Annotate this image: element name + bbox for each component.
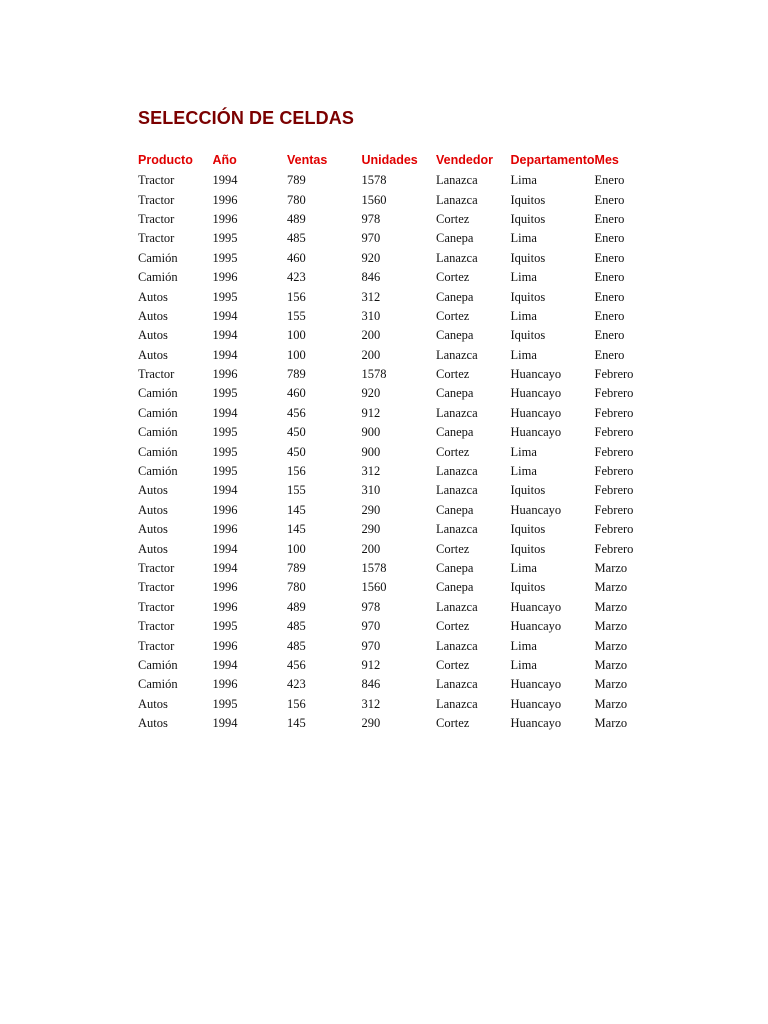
table-row [138, 714, 669, 733]
cell-mes: Febrero [594, 386, 634, 401]
cell-ano: 1994 [212, 347, 238, 362]
cell-departamento: Huancayo [510, 425, 562, 440]
cell-mes: Enero [594, 289, 625, 304]
table-row [138, 423, 669, 442]
cell-mes: Enero [594, 308, 625, 323]
cell-ano: 1994 [212, 308, 238, 323]
cell-ventas: 485 [287, 231, 306, 246]
cell-ano: 1996 [212, 211, 238, 226]
cell-vendedor: Lanazca [436, 250, 478, 265]
cell-vendedor: Cortez [436, 657, 470, 672]
cell-vendedor: Canepa [436, 425, 474, 440]
cell-vendedor: Lanazca [436, 522, 478, 537]
cell-mes: Febrero [594, 483, 634, 498]
cell-ventas: 789 [287, 173, 306, 188]
cell-vendedor: Cortez [436, 367, 470, 382]
header-vendedor: Vendedor [436, 153, 493, 167]
cell-departamento: Lima [510, 231, 537, 246]
cell-mes: Marzo [594, 580, 628, 595]
cell-mes: Marzo [594, 638, 628, 653]
cell-producto: Tractor [138, 561, 175, 575]
cell-unidades: 900 [361, 425, 381, 440]
cell-unidades: 978 [361, 211, 381, 226]
cell-vendedor: Lanazca [436, 677, 478, 692]
cell-mes: Marzo [594, 696, 628, 711]
cell-ano: 1994 [212, 561, 238, 575]
cell-departamento: Lima [510, 638, 537, 653]
cell-vendedor: Lanazca [436, 599, 478, 614]
cell-ventas: 100 [287, 347, 306, 362]
cell-mes: Febrero [594, 425, 634, 440]
cell-unidades: 1578 [361, 561, 387, 575]
cell-departamento: Huancayo [510, 619, 562, 634]
cell-vendedor: Canepa [436, 289, 474, 304]
table-row [138, 636, 669, 655]
table-row [138, 210, 669, 229]
cell-ventas: 485 [287, 619, 306, 634]
cell-unidades: 912 [361, 657, 381, 672]
cell-vendedor: Canepa [436, 502, 474, 517]
cell-mes: Enero [594, 231, 625, 246]
cell-mes: Marzo [594, 599, 628, 614]
table-row [138, 229, 669, 248]
cell-ventas: 456 [287, 657, 306, 672]
cell-producto: Camión [138, 405, 178, 420]
cell-unidades: 1578 [361, 367, 387, 382]
table-row [138, 326, 669, 345]
cell-ventas: 789 [287, 367, 306, 382]
cell-ventas: 460 [287, 250, 306, 265]
table-row [138, 598, 669, 617]
cell-ano: 1996 [212, 638, 238, 653]
cell-mes: Enero [594, 270, 625, 285]
cell-mes: Marzo [594, 657, 628, 672]
header-mes: Mes [594, 153, 619, 167]
cell-mes: Febrero [594, 367, 634, 382]
cell-ano: 1994 [212, 405, 238, 420]
cell-departamento: Lima [510, 173, 537, 188]
cell-vendedor: Canepa [436, 328, 474, 343]
cell-ano: 1995 [212, 289, 238, 304]
table-row [138, 190, 669, 209]
cell-vendedor: Lanazca [436, 347, 478, 362]
cell-producto: Camión [138, 464, 178, 479]
cell-departamento: Lima [510, 444, 537, 459]
cell-producto: Camión [138, 425, 178, 440]
cell-ano: 1994 [212, 716, 238, 731]
header-ano: Año [212, 153, 237, 167]
cell-unidades: 978 [361, 599, 381, 614]
table-row [138, 481, 669, 500]
cell-departamento: Huancayo [510, 367, 562, 382]
cell-departamento: Iquitos [510, 250, 546, 265]
table-row [138, 578, 669, 597]
header-departamento: Departamento [510, 153, 595, 167]
cell-unidades: 920 [361, 386, 381, 401]
cell-mes: Enero [594, 173, 625, 188]
table-row [138, 346, 669, 365]
cell-unidades: 200 [361, 541, 381, 556]
cell-producto: Autos [138, 696, 168, 711]
cell-mes: Marzo [594, 677, 628, 692]
cell-mes: Febrero [594, 502, 634, 517]
cell-unidades: 970 [361, 231, 381, 246]
cell-ano: 1995 [212, 619, 238, 634]
cell-ano: 1994 [212, 173, 238, 188]
cell-ano: 1994 [212, 328, 238, 343]
cell-unidades: 1578 [361, 173, 387, 188]
cell-ventas: 423 [287, 677, 306, 692]
cell-ventas: 489 [287, 599, 306, 614]
cell-producto: Tractor [138, 638, 175, 653]
cell-ano: 1995 [212, 444, 238, 459]
cell-unidades: 290 [361, 716, 381, 731]
cell-vendedor: Lanazca [436, 638, 478, 653]
table-row [138, 442, 669, 461]
cell-unidades: 290 [361, 502, 381, 517]
cell-unidades: 900 [361, 444, 381, 459]
cell-unidades: 970 [361, 638, 381, 653]
cell-mes: Febrero [594, 444, 634, 459]
cell-vendedor: Lanazca [436, 405, 478, 420]
cell-unidades: 200 [361, 347, 381, 362]
cell-producto: Autos [138, 289, 168, 304]
cell-producto: Autos [138, 328, 168, 343]
cell-producto: Camión [138, 386, 178, 401]
cell-departamento: Iquitos [510, 580, 546, 595]
cell-departamento: Iquitos [510, 211, 546, 226]
cell-ventas: 156 [287, 289, 306, 304]
cell-vendedor: Cortez [436, 619, 470, 634]
cell-ano: 1995 [212, 464, 238, 479]
cell-mes: Marzo [594, 619, 628, 634]
cell-ventas: 780 [287, 580, 306, 595]
cell-ano: 1996 [212, 502, 238, 517]
cell-departamento: Iquitos [510, 541, 546, 556]
cell-departamento: Huancayo [510, 386, 562, 401]
table-row [138, 539, 669, 558]
cell-ventas: 145 [287, 502, 306, 517]
cell-unidades: 1560 [361, 580, 387, 595]
table-row [138, 404, 669, 423]
cell-departamento: Lima [510, 347, 537, 362]
cell-ano: 1996 [212, 599, 238, 614]
cell-departamento: Iquitos [510, 483, 546, 498]
cell-mes: Marzo [594, 716, 628, 731]
cell-producto: Autos [138, 716, 168, 731]
cell-departamento: Huancayo [510, 716, 562, 731]
table-body [138, 171, 669, 733]
cell-ventas: 456 [287, 405, 306, 420]
cell-producto: Tractor [138, 619, 175, 634]
cell-unidades: 1560 [361, 192, 387, 207]
cell-ventas: 100 [287, 541, 306, 556]
cell-ventas: 450 [287, 425, 306, 440]
cell-ventas: 155 [287, 308, 306, 323]
cell-producto: Tractor [138, 367, 175, 382]
table-row [138, 268, 669, 287]
cell-unidades: 310 [361, 483, 381, 498]
cell-mes: Febrero [594, 541, 634, 556]
cell-unidades: 290 [361, 522, 381, 537]
cell-ventas: 460 [287, 386, 306, 401]
cell-vendedor: Cortez [436, 444, 470, 459]
cell-ano: 1996 [212, 580, 238, 595]
cell-departamento: Lima [510, 561, 537, 575]
cell-ventas: 156 [287, 696, 306, 711]
cell-ventas: 489 [287, 211, 306, 226]
cell-departamento: Iquitos [510, 522, 546, 537]
cell-ano: 1995 [212, 386, 238, 401]
cell-vendedor: Cortez [436, 211, 470, 226]
table-row [138, 501, 669, 520]
cell-producto: Tractor [138, 231, 175, 246]
page-title: SELECCIÓN DE CELDAS [138, 108, 354, 128]
cell-producto: Autos [138, 483, 168, 498]
cell-ano: 1994 [212, 657, 238, 672]
cell-unidades: 970 [361, 619, 381, 634]
table-row [138, 384, 669, 403]
cell-producto: Camión [138, 657, 178, 672]
cell-unidades: 846 [361, 270, 381, 285]
cell-departamento: Huancayo [510, 599, 562, 614]
cell-mes: Enero [594, 192, 625, 207]
cell-producto: Camión [138, 270, 178, 285]
cell-departamento: Iquitos [510, 328, 546, 343]
cell-producto: Autos [138, 347, 168, 362]
cell-producto: Camión [138, 444, 178, 459]
cell-vendedor: Cortez [436, 270, 470, 285]
cell-unidades: 310 [361, 308, 381, 323]
table-row [138, 462, 669, 481]
cell-producto: Tractor [138, 580, 175, 595]
cell-departamento: Huancayo [510, 405, 562, 420]
cell-departamento: Lima [510, 308, 537, 323]
cell-ano: 1996 [212, 522, 238, 537]
table-row [138, 171, 669, 190]
cell-ano: 1996 [212, 270, 238, 285]
header-producto: Producto [138, 153, 193, 167]
cell-unidades: 312 [361, 696, 381, 711]
table-row [138, 307, 669, 326]
table-row [138, 249, 669, 268]
header-unidades: Unidades [361, 153, 418, 167]
cell-unidades: 912 [361, 405, 381, 420]
cell-departamento: Iquitos [510, 192, 546, 207]
cell-ventas: 789 [287, 561, 306, 575]
cell-vendedor: Canepa [436, 561, 474, 575]
cell-vendedor: Cortez [436, 541, 470, 556]
cell-vendedor: Lanazca [436, 173, 478, 188]
cell-unidades: 312 [361, 464, 381, 479]
cell-producto: Camión [138, 677, 178, 692]
cell-ano: 1995 [212, 696, 238, 711]
cell-vendedor: Canepa [436, 386, 474, 401]
cell-producto: Tractor [138, 173, 175, 188]
table-header [138, 149, 669, 171]
cell-vendedor: Canepa [436, 231, 474, 246]
sales-table [138, 149, 669, 733]
table-row [138, 287, 669, 306]
cell-ventas: 145 [287, 716, 306, 731]
cell-ano: 1994 [212, 541, 238, 556]
cell-mes: Enero [594, 250, 625, 265]
cell-ano: 1994 [212, 483, 238, 498]
cell-ano: 1996 [212, 367, 238, 382]
table-row [138, 617, 669, 636]
cell-mes: Marzo [594, 561, 628, 575]
cell-vendedor: Canepa [436, 580, 474, 595]
cell-ventas: 155 [287, 483, 306, 498]
table-row [138, 695, 669, 714]
cell-vendedor: Lanazca [436, 192, 478, 207]
cell-ano: 1995 [212, 425, 238, 440]
cell-departamento: Iquitos [510, 289, 546, 304]
cell-producto: Autos [138, 502, 168, 517]
cell-producto: Tractor [138, 211, 175, 226]
cell-producto: Autos [138, 308, 168, 323]
cell-ventas: 423 [287, 270, 306, 285]
cell-ventas: 145 [287, 522, 306, 537]
cell-ano: 1996 [212, 677, 238, 692]
cell-ano: 1995 [212, 250, 238, 265]
cell-unidades: 846 [361, 677, 381, 692]
cell-vendedor: Cortez [436, 308, 470, 323]
cell-vendedor: Lanazca [436, 464, 478, 479]
cell-unidades: 312 [361, 289, 381, 304]
cell-ano: 1995 [212, 231, 238, 246]
cell-producto: Tractor [138, 599, 175, 614]
cell-producto: Autos [138, 522, 168, 537]
table-row [138, 520, 669, 539]
header-row [138, 149, 669, 171]
cell-ano: 1996 [212, 192, 238, 207]
cell-producto: Camión [138, 250, 178, 265]
cell-departamento: Huancayo [510, 677, 562, 692]
cell-unidades: 920 [361, 250, 381, 265]
table-row [138, 656, 669, 675]
header-ventas: Ventas [287, 153, 328, 167]
cell-vendedor: Lanazca [436, 696, 478, 711]
cell-ventas: 156 [287, 464, 306, 479]
table-row [138, 559, 669, 578]
cell-departamento: Lima [510, 270, 537, 285]
cell-mes: Enero [594, 328, 625, 343]
cell-vendedor: Lanazca [436, 483, 478, 498]
cell-unidades: 200 [361, 328, 381, 343]
table-row [138, 365, 669, 384]
cell-vendedor: Cortez [436, 716, 470, 731]
cell-departamento: Lima [510, 464, 537, 479]
cell-ventas: 100 [287, 328, 306, 343]
cell-mes: Febrero [594, 464, 634, 479]
cell-producto: Tractor [138, 192, 175, 207]
cell-ventas: 780 [287, 192, 306, 207]
cell-mes: Febrero [594, 522, 634, 537]
cell-mes: Enero [594, 211, 625, 226]
cell-departamento: Lima [510, 657, 537, 672]
cell-ventas: 450 [287, 444, 306, 459]
cell-mes: Febrero [594, 405, 634, 420]
cell-producto: Autos [138, 541, 168, 556]
table-row [138, 675, 669, 694]
cell-departamento: Huancayo [510, 696, 562, 711]
cell-departamento: Huancayo [510, 502, 562, 517]
cell-ventas: 485 [287, 638, 306, 653]
cell-mes: Enero [594, 347, 625, 362]
